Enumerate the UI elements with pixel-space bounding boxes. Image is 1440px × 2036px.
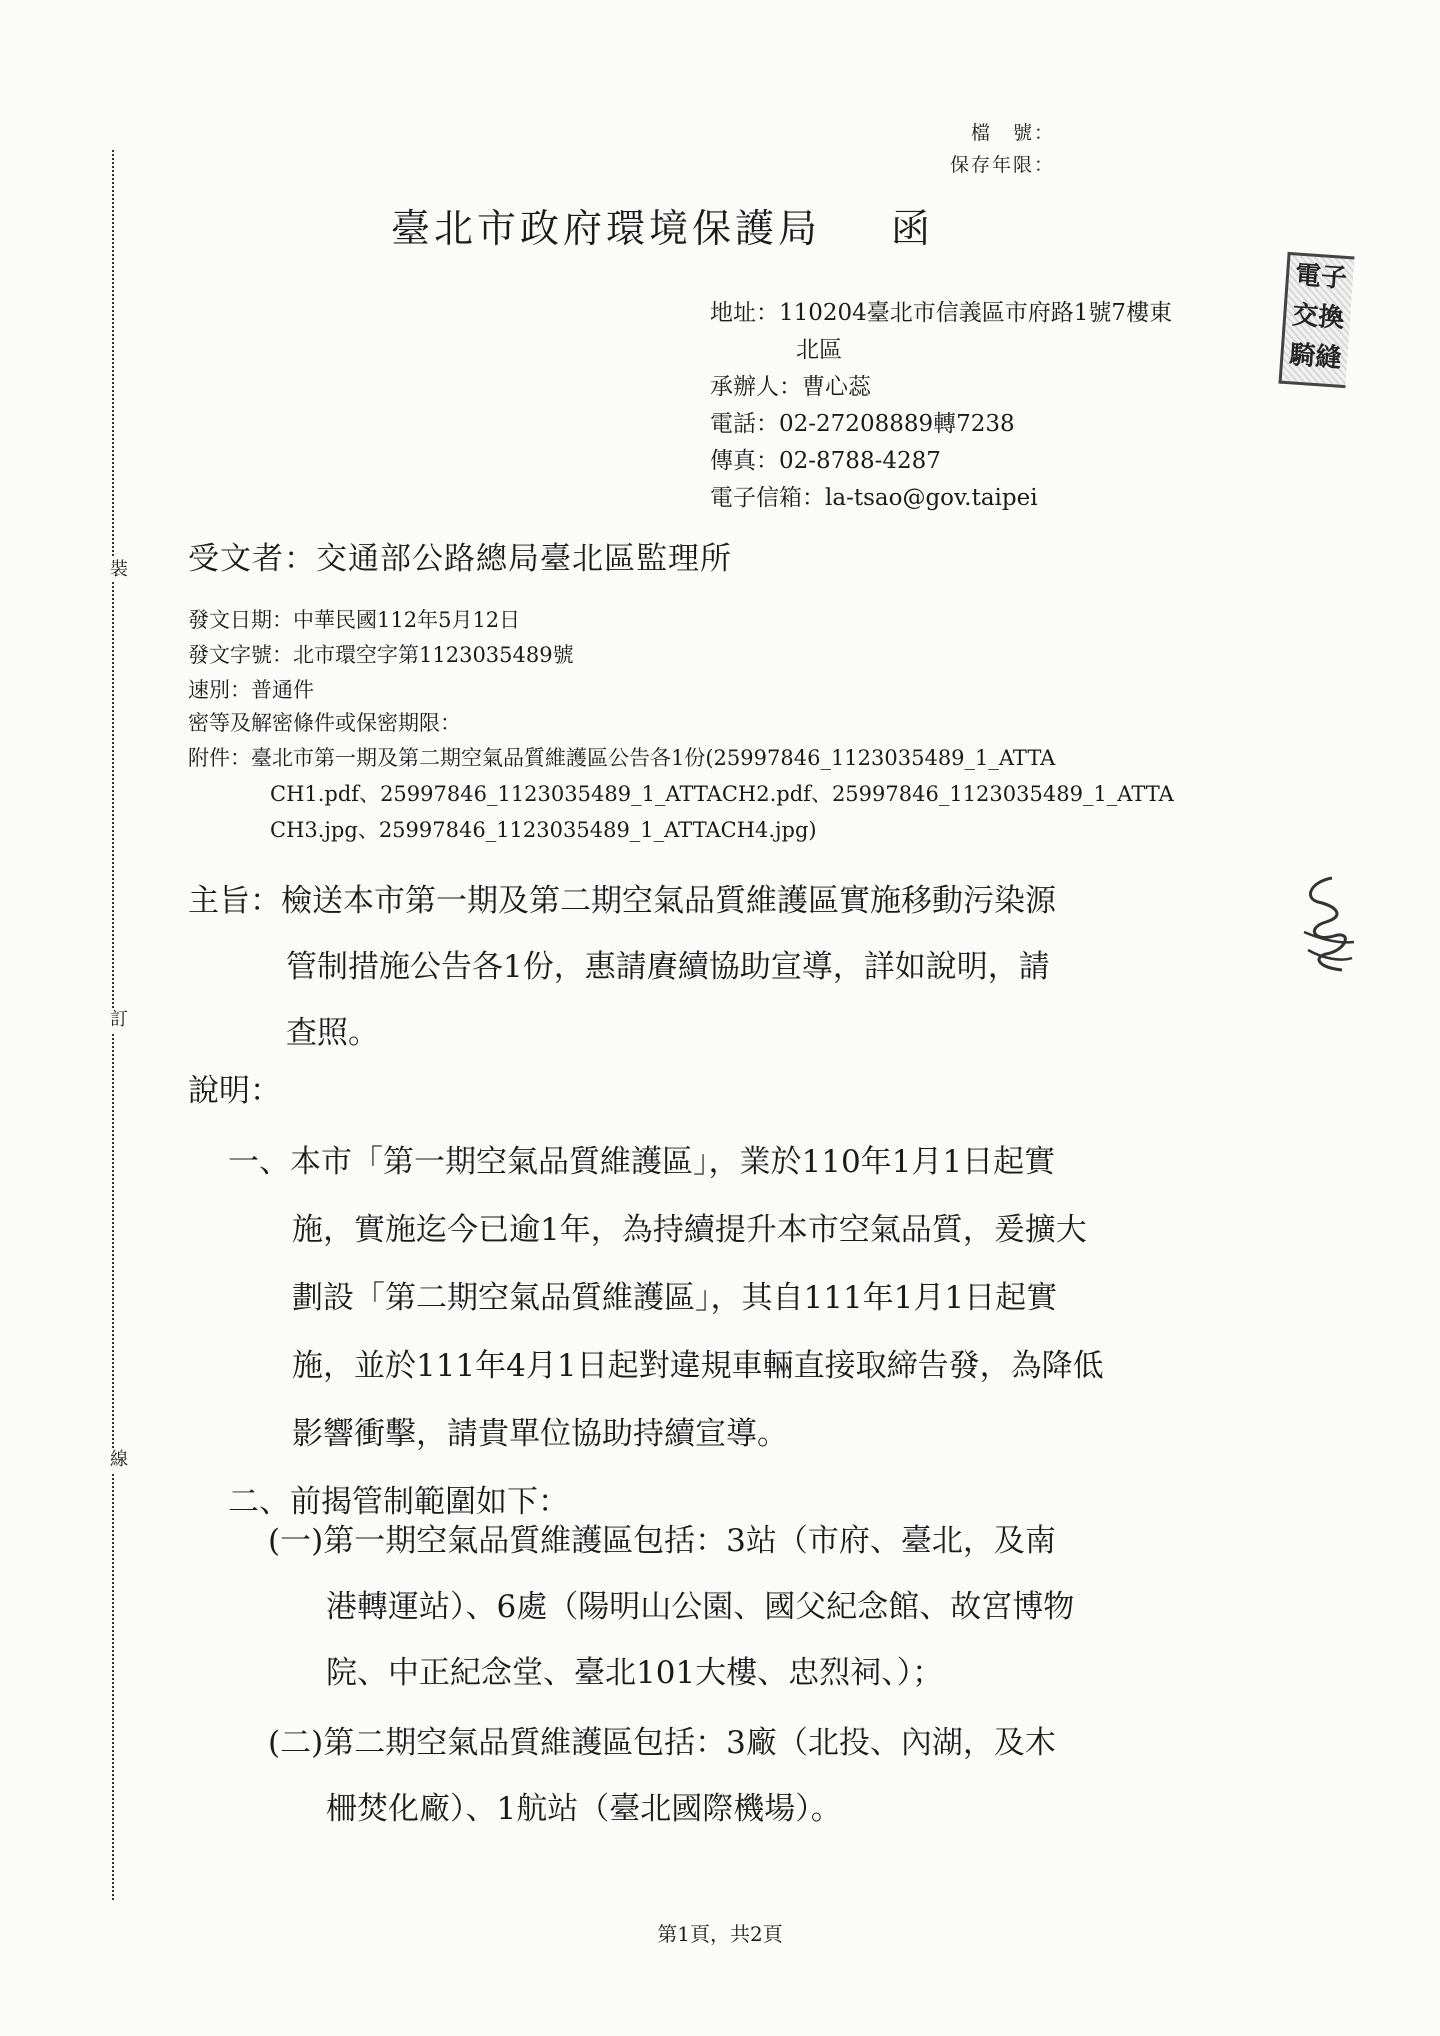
secrecy-level: 密等及解密條件或保密期限： [188, 711, 461, 735]
attachments-line3: CH3.jpg、25997846_1123035489_1_ATTACH4.jpg) [270, 818, 817, 842]
document-number: 發文字號：北市環空字第1123035489號 [188, 643, 574, 667]
control-area-phase-2 [268, 1710, 1056, 1842]
page-number: 第1頁，共2頁 [657, 1922, 783, 1946]
retention-period-label: 保存年限： [949, 154, 1055, 176]
item1-line1: 一、本市「第一期空氣品質維護區」，業於110年1月1日起實 [228, 1144, 1056, 1180]
attachments-line1: 附件：臺北市第一期及第二期空氣品質維護區公告各1份(25997846_1123035489_1_ATTA [188, 746, 1056, 770]
sender-contact: 承辦人：曹心蕊 [710, 374, 871, 400]
subject [188, 868, 1056, 1066]
phase2-line1: (二)第二期空氣品質維護區包括：3廠（北投、內湖，及木 [268, 1725, 1056, 1761]
exchange-seal-stamp: 電子 交換 騎縫 [1278, 252, 1354, 388]
sender-address-line1: 地址：110204臺北市信義區市府路1號7樓東 [710, 300, 1173, 326]
control-area-phase-1 [268, 1508, 1074, 1706]
subject-line1: 主旨：檢送本市第一期及第二期空氣品質維護區實施移動污染源 [188, 883, 1056, 919]
margin-scribble [1296, 872, 1360, 976]
item1-line5: 影響衝擊，請貴單位協助持續宣導。 [292, 1416, 788, 1452]
attachments-line2: CH1.pdf、25997846_1123035489_1_ATTACH2.pdf、25997846_1123035489_1_ATTA [270, 782, 1174, 806]
explanation-item-1 [228, 1128, 1104, 1468]
subject-line3: 查照。 [286, 1015, 379, 1051]
sender-address-line2: 北區 [796, 337, 842, 363]
item2-line1: 二、前揭管制範圍如下： [228, 1484, 569, 1520]
item1-line2: 施，實施迄今已逾1年，為持續提升本市空氣品質，爰擴大 [292, 1212, 1087, 1248]
attachments [188, 740, 1174, 848]
delivery-speed: 速別：普通件 [188, 678, 314, 702]
archive-number-label: 檔 號： [970, 122, 1055, 144]
binding-mark-zhuang: 裝 [106, 558, 132, 582]
binding-mark-xian: 線 [106, 1448, 132, 1472]
document-title [0, 198, 1325, 254]
subject-line2: 管制措施公告各1份，惠請賡續協助宣導，詳如說明，請 [286, 949, 1050, 985]
document-type: 函 [891, 207, 935, 252]
phase2-line2: 柵焚化廠）、1航站（臺北國際機場）。 [326, 1791, 842, 1827]
sender-email: 電子信箱：la-tsao@gov.taipei [710, 485, 1038, 511]
item1-line3: 劃設「第二期空氣品質維護區」，其自111年1月1日起實 [292, 1280, 1058, 1316]
explanation-heading: 說明： [188, 1073, 281, 1109]
recipient: 受文者：交通部公路總局臺北區監理所 [188, 541, 732, 577]
agency-name: 臺北市政府環境保護局 [390, 207, 821, 252]
phase1-line2: 港轉運站）、6處（陽明山公園、國父紀念館、故宮博物 [326, 1589, 1075, 1625]
binding-mark-ding: 訂 [106, 1008, 132, 1032]
phase1-line1: (一)第一期空氣品質維護區包括：3站（市府、臺北，及南 [268, 1523, 1056, 1559]
item1-line4: 施，並於111年4月1日起對違規車輛直接取締告發，為降低 [292, 1348, 1104, 1384]
phase1-line3: 院、中正紀念堂、臺北101大樓、忠烈祠、）； [326, 1655, 944, 1691]
issue-date: 發文日期：中華民國112年5月12日 [188, 608, 521, 632]
sender-phone: 電話：02-27208889轉7238 [710, 411, 1015, 437]
sender-fax: 傳真：02-8788-4287 [710, 448, 941, 474]
